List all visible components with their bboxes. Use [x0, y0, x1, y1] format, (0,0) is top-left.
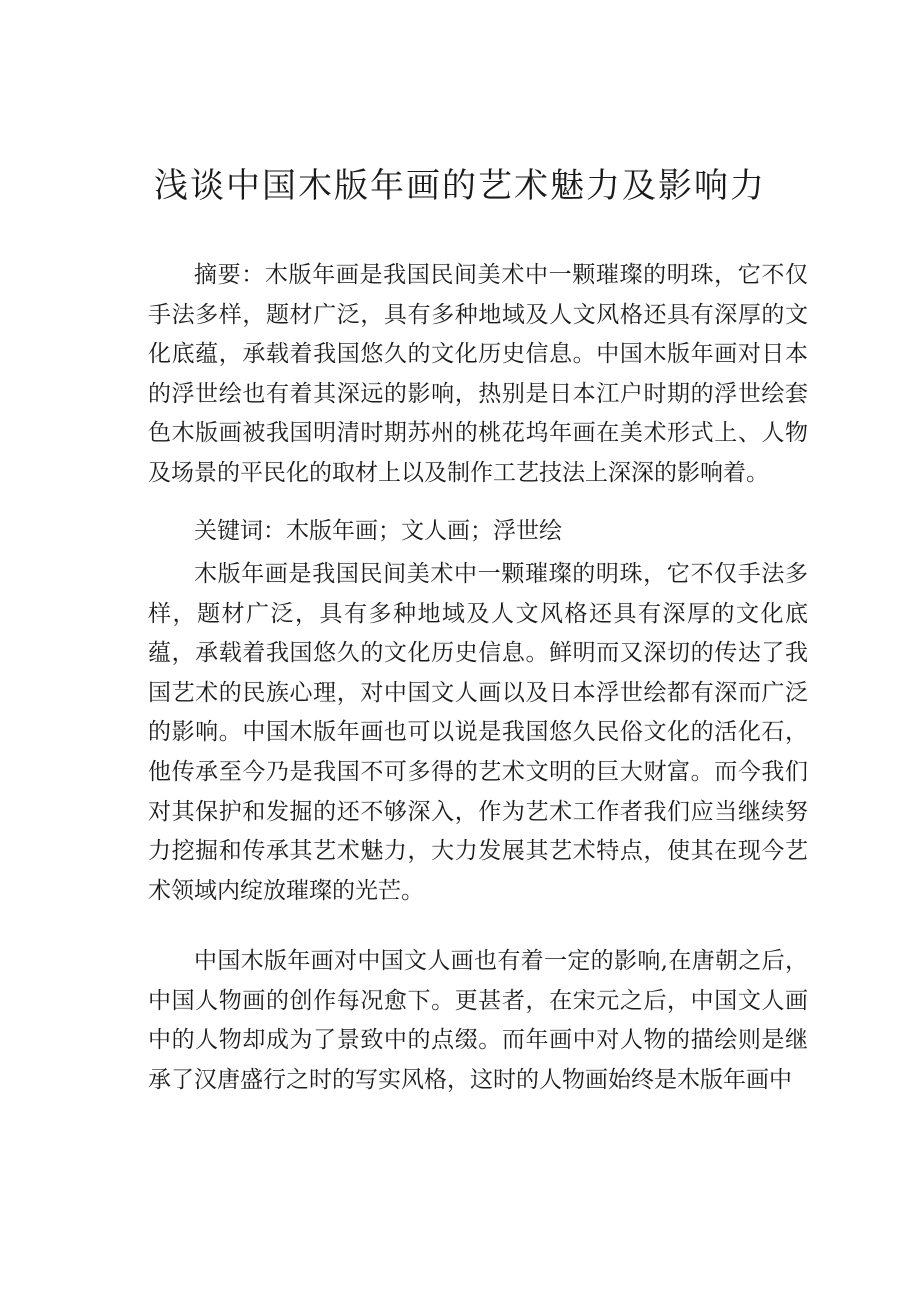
body-paragraph: 木版年画是我国民间美术中一颗璀璨的明珠，它不仅手法多样，题材广泛，具有多种地域及人文风格还具有深厚的文化底蕴，承载着我国悠久的文化历史信息。鲜明而又深切的传达了我国艺术的民族心理，对中国文人画以及日本浮世绘都有深而广泛的影响。中国木版年画也可以说是我国悠久民俗文化的活化石，他传承至今乃是我国不可多得的艺术文明的巨大财富。而今我们对其保护和发掘的还不够深入，作为艺术工作者我们应当继续努力挖掘和传承其艺术魅力，大力发展其艺术特点，使其在现今艺术领域内绽放璀璨的光芒。 [148, 561, 808, 904]
document-title: 浅谈中国木版年画的艺术魅力及影响力 [154, 166, 766, 206]
body-paragraph: 中国木版年画对中国文人画也有着一定的影响,在唐朝之后，中国人物画的创作每况愈下。更甚者，在宋元之后，中国文人画中的人物却成为了景致中的点缀。而年画中对人物的描绘则是继承了汉唐盛行之时的写实风格，这时的人物画始终是木版年画中 [148, 948, 808, 1093]
abstract-paragraph: 摘要：木版年画是我国民间美术中一颗璀璨的明珠，它不仅手法多样，题材广泛，具有多种地域及人文风格还具有深厚的文化底蕴，承载着我国悠久的文化历史信息。中国木版年画对日本的浮世绘也有着其深远的影响，热别是日本江户时期的浮世绘套色木版画被我国明清时期苏州的桃花坞年画在美术形式上、人物及场景的平民化的取材上以及制作工艺技法上深深的影响着。 [148, 262, 808, 486]
keywords-line: 关键词：木版年画；文人画；浮世绘 [194, 518, 562, 544]
